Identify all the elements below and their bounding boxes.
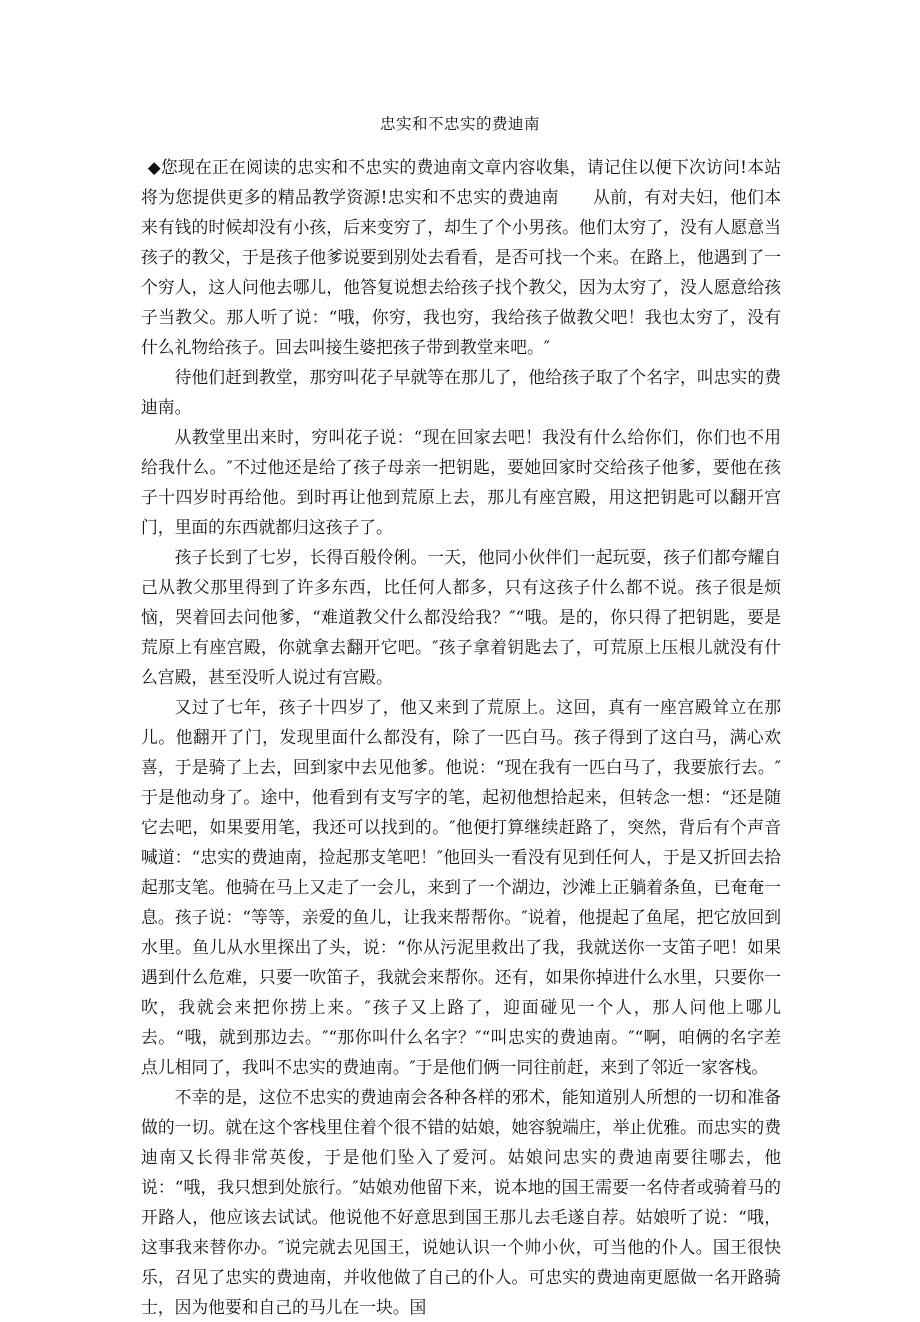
document-body bbox=[141, 152, 781, 1322]
paragraph-intro: ◆您现在正在阅读的忠实和不忠实的费迪南文章内容收集，请记住以便下次访问!本站将为您提供更多的精品教学资源!忠实和不忠实的费迪南 从前，有对夫妇，他们本来有钱的时候却没有小孩，后来变穷了，却生了个小男孩。他们太穷了，没有人愿意当孩子的教父，于是孩子他爹说要到别处去看看，是否可找一个来。在路上，他遇到了一个穷人，这人问他去哪儿，他答复说想去给孩子找个教父，因为太穷了，没人愿意给孩子当教父。那人听了说：“哦，你穷，我也穷，我给孩子做教父吧！我也太穷了，没有什么礼物给孩子。回去叫接生婆把孩子带到教堂来吧。″ bbox=[141, 157, 781, 357]
paragraph: 又过了七年，孩子十四岁了，他又来到了荒原上。这回，真有一座宫殿耸立在那儿。他翻开了门，发现里面什么都没有，除了一匹白马。孩子得到了这白马，满心欢喜，于是骑了上去，回到家中去见他爹。他说：“现在我有一匹白马了，我要旅行去。″于是他动身了。途中，他看到有支写字的笔，起初他想拾起来，但转念一想：“还是随它去吧，如果要用笔，我还可以找到的。″他便打算继续赶路了，突然，背后有个声音喊道：“忠实的费迪南，捡起那支笔吧！″他回头一看没有见到任何人，于是又折回去拾起那支笔。他骑在马上又走了一会儿，来到了一个湖边，沙滩上正躺着条鱼，已奄奄一息。孩子说：“等等，亲爱的鱼儿，让我来帮帮你。″说着，他提起了鱼尾，把它放回到水里。鱼儿从水里探出了头，说：“你从污泥里救出了我，我就送你一支笛子吧！如果遇到什么危难，只要一吹笛子，我就会来帮你。还有，如果你掉进什么水里，只要你一吹，我就会来把你捞上来。″孩子又上路了，迎面碰见一个人，那人问他上哪儿去。“哦，就到那边去。″“那你叫什么名字？″“叫忠实的费迪南。″“啊，咱俩的名字差点儿相同了，我叫不忠实的费迪南。″于是他们俩一同往前赶，来到了邻近一家客栈。 bbox=[141, 697, 781, 1077]
paragraph: 不幸的是，这位不忠实的费迪南会各种各样的邪术，能知道别人所想的一切和准备做的一切。就在这个客栈里住着个很不错的姑娘，她容貌端庄，举止优雅。而忠实的费迪南又长得非常英俊，于是他们坠入了爱河。姑娘问忠实的费迪南要往哪去，他说：“哦，我只想到处旅行。″姑娘劝他留下来，说本地的国王需要一名侍者或骑着马的开路人，他应该去试试。他说他不好意思到国王那儿去毛遂自荐。姑娘听了说：“哦，这事我来替你办。″说完就去见国王，说她认识一个帅小伙，可当他的仆人。国王很快乐，召见了忠实的费迪南，并收他做了自己的仆人。可忠实的费迪南更愿做一名开路骑士，因为他要和自己的马儿在一块。国 bbox=[141, 1087, 781, 1317]
paragraph: 从教堂里出来时，穷叫花子说：“现在回家去吧！我没有什么给你们，你们也不用给我什么。″不过他还是给了孩子母亲一把钥匙，要她回家时交给孩子他爹，要他在孩子十四岁时再给他。到时再让他到荒原上去，那儿有座宫殿，用这把钥匙可以翻开宫门，里面的东西就都归这孩子了。 bbox=[141, 427, 781, 537]
document-title: 忠实和不忠实的费迪南 bbox=[379, 115, 540, 133]
paragraph: 待他们赶到教堂，那穷叫花子早就等在那儿了，他给孩子取了个名字，叫忠实的费迪南。 bbox=[141, 367, 781, 417]
paragraph: 孩子长到了七岁，长得百般伶俐。一天，他同小伙伴们一起玩耍，孩子们都夸耀自己从教父那里得到了许多东西，比任何人都多，只有这孩子什么都不说。孩子很是烦恼，哭着回去问他爹，“难道教父什么都没给我？″“哦。是的，你只得了把钥匙，要是荒原上有座宫殿，你就拿去翻开它吧。″孩子拿着钥匙去了，可荒原上压根儿就没有什么宫殿，甚至没听人说过有宫殿。 bbox=[141, 547, 781, 687]
